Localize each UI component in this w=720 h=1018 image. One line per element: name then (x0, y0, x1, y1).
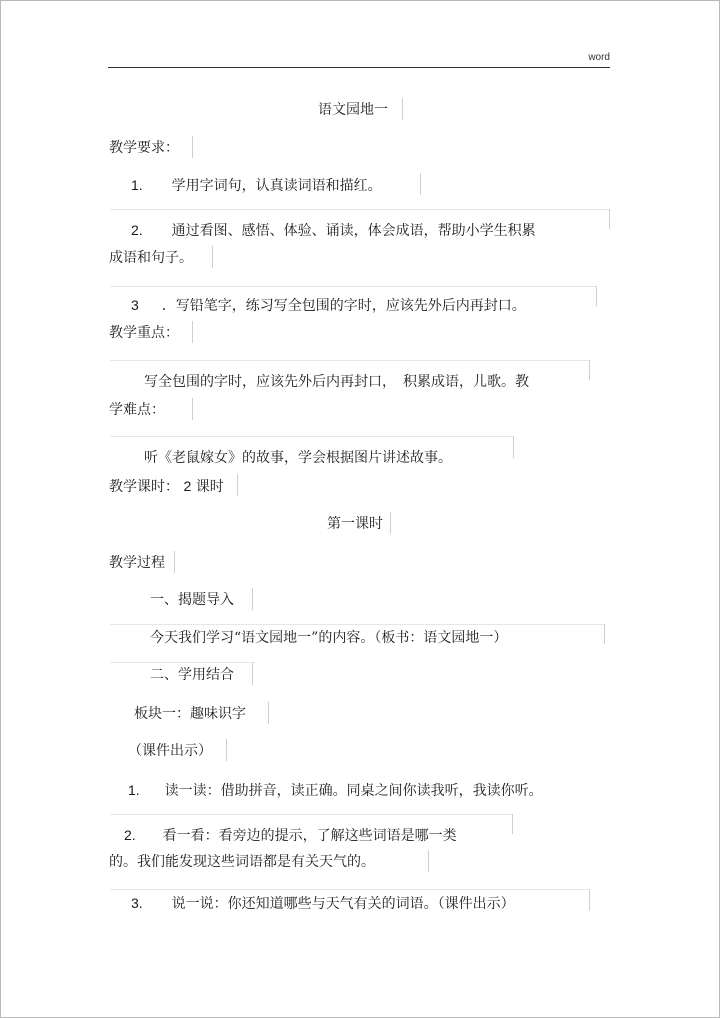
tick (192, 136, 193, 158)
step1-heading: 一、揭题导入 (150, 592, 234, 608)
doc-title: 语文园地一 (318, 102, 388, 118)
tick (226, 739, 227, 761)
req1-num: 1. (131, 177, 143, 193)
req2-text-b: 成语和句子。 (109, 250, 193, 266)
header-rule (108, 67, 610, 68)
hline (110, 889, 590, 890)
tick (589, 360, 590, 380)
tick (402, 98, 403, 120)
req-label: 教学要求： (109, 140, 179, 156)
tick (589, 889, 590, 911)
focus-text-b: 学难点： (109, 402, 165, 418)
hline (110, 286, 597, 287)
courseware-note: （课件出示） (128, 743, 212, 759)
step1-text: 今天我们学习“语文园地一”的内容。（板书：语文园地一） (150, 630, 508, 646)
item1-num: 1. (128, 782, 140, 798)
item2-line-a (124, 825, 457, 846)
hline (110, 209, 610, 210)
hline (110, 624, 604, 625)
item1-text: 读一读：借助拼音，读正确。同桌之间你读我听，我读你听。 (164, 783, 543, 799)
step2-heading: 二、学用结合 (150, 667, 234, 683)
hours-value: 2 (183, 478, 192, 494)
tick (609, 209, 610, 229)
req2-num: 2. (131, 222, 143, 238)
req2-text-a: 通过看图、感悟、体验、诵读，体会成语，帮助小学生积累 (171, 223, 536, 239)
lesson-title: 第一课时 (327, 516, 383, 532)
hours-line (109, 476, 224, 497)
block1-heading: 板块一：趣味识字 (134, 706, 246, 722)
tick (237, 474, 238, 496)
item2-num: 2. (124, 827, 136, 843)
hline (110, 436, 513, 437)
hours-unit: 课时 (195, 479, 224, 495)
tick (420, 173, 421, 195)
tick (604, 624, 605, 644)
tick (596, 286, 597, 306)
tick (428, 850, 429, 872)
hline (110, 662, 255, 663)
hline (110, 814, 512, 815)
req2-line-a (131, 220, 536, 241)
tick (252, 588, 253, 610)
tick (512, 814, 513, 834)
req1-text: 学用字词句，认真读词语和描红。 (171, 178, 382, 194)
tick (192, 398, 193, 420)
item3-text: 说一说：你还知道哪些与天气有关的词语。（课件出示） (171, 896, 515, 912)
tick (192, 321, 193, 343)
hline (110, 360, 590, 361)
item3-line (131, 893, 515, 914)
req1-line (131, 175, 382, 196)
tick (174, 551, 175, 573)
item3-num: 3. (131, 895, 143, 911)
item2-text-a: 看一看：看旁边的提示，了解这些词语是哪一类 (162, 828, 457, 844)
req3-text: ．写铅笔字，练习写全包围的字时，应该先外后内再封口。 (161, 298, 526, 314)
tick (390, 512, 391, 534)
tick (268, 702, 269, 724)
req3-line (131, 295, 526, 316)
item2-text-b: 的。我们能发现这些词语都是有关天气的。 (109, 854, 375, 870)
process-label: 教学过程 (109, 555, 165, 571)
difficulty-text: 听《老鼠嫁女》的故事，学会根据图片讲述故事。 (144, 450, 452, 466)
item1-line (128, 780, 543, 801)
tick (212, 246, 213, 268)
header-word: word (588, 52, 610, 63)
tick (513, 436, 514, 458)
tick (252, 663, 253, 685)
focus-text-a: 写全包围的字时，应该先外后内再封口， 积累成语，儿歌。教 (144, 374, 529, 390)
hours-label: 教学课时： (109, 479, 179, 495)
req3-num: 3 (131, 297, 139, 313)
focus-label: 教学重点： (109, 325, 179, 341)
